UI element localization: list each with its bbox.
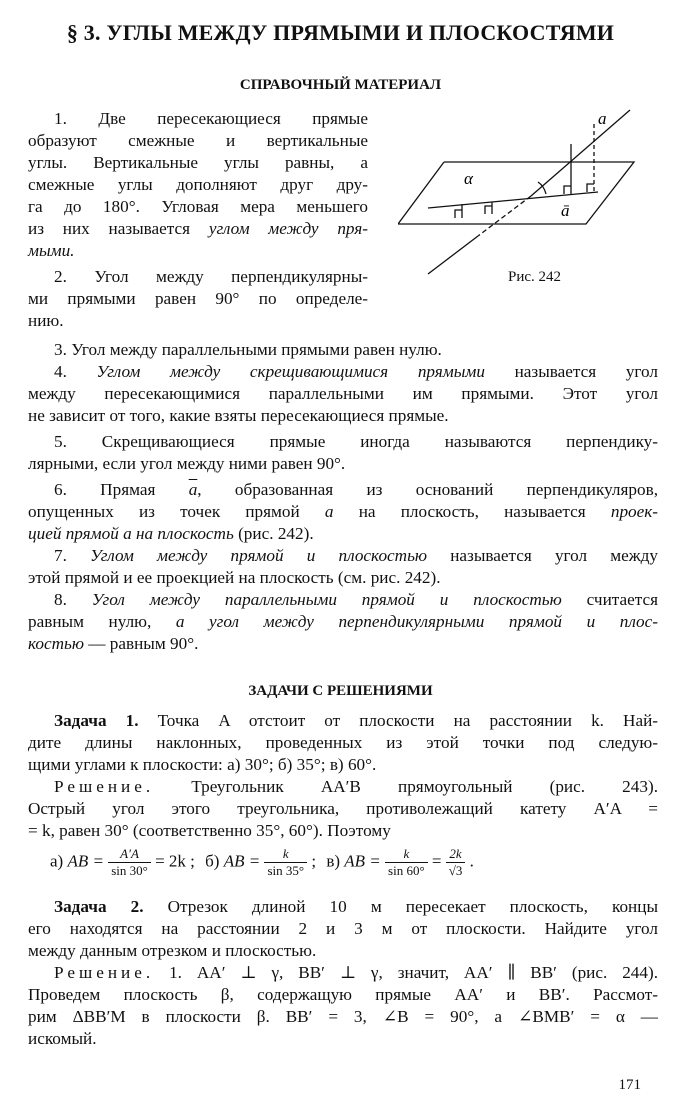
page-number: 171	[618, 1077, 641, 1093]
solution-word: Решение.	[54, 777, 155, 796]
text-line	[28, 523, 658, 545]
right-angle-mark	[455, 210, 462, 218]
defined-term: Углом между прямой и плоскостью	[90, 546, 428, 565]
item-3-text: 3. Угол между параллельными прямыми равен нулю.	[54, 340, 442, 359]
text-line: щими углами к плоскости: а) 30°; б) 35°; в) 60°.	[28, 755, 377, 774]
text-line: га до 180°. Угловая мера меньшего	[28, 197, 368, 216]
text-line: углы. Вертикальные углы равны, а	[28, 153, 368, 172]
formula-equals: =	[431, 851, 442, 871]
text-line	[28, 776, 658, 798]
text-line: 2. Угол между перпендикулярны-	[54, 267, 368, 286]
formula-rhs: = 2k ;	[155, 851, 195, 871]
formula-b	[205, 846, 316, 879]
text-line	[28, 633, 658, 655]
fraction-numerator: A′A	[108, 846, 151, 863]
text-fragment: на плоскость, называется	[358, 502, 586, 521]
line-a-upper	[531, 110, 630, 196]
defined-term: углом между пря-	[208, 219, 368, 238]
item-1-paragraph	[28, 108, 368, 262]
line-a-lower	[428, 236, 478, 274]
defined-term: цией прямой a на плоскость	[28, 524, 234, 543]
text-line: лярными, если угол между ними равен 90°.	[28, 454, 346, 473]
text-line: = k, равен 30° (соответственно 35°, 60°). Поэтому	[28, 821, 391, 840]
fraction	[446, 846, 466, 879]
text-fragment: называется угол между	[450, 546, 659, 565]
task-label: Задача 2.	[54, 897, 144, 916]
task-1	[28, 710, 658, 842]
text-fragment: называется угол	[514, 362, 658, 381]
formula-end: ;	[311, 851, 317, 871]
defined-term: Угол между параллельными прямой и плоскостью	[91, 590, 562, 609]
figure-caption: Рис. 242	[508, 269, 562, 285]
formula-lhs: AB =	[67, 851, 104, 871]
fraction-denominator: sin 35°	[267, 863, 305, 878]
solution-word: Решение.	[54, 963, 155, 982]
items-3-to-8	[28, 339, 658, 655]
text-line: между данным отрезком и плоскостью.	[28, 941, 317, 960]
formula-lhs: AB =	[344, 851, 381, 871]
text-fragment: из них называется	[28, 219, 191, 238]
label-a: a	[598, 109, 607, 128]
text-fragment: Точка A отстоит от плоскости на расстоянии k. Най-	[157, 711, 658, 730]
a-bar-symbol: $\overline{a}$	[188, 480, 198, 499]
fraction-numerator: k	[264, 846, 307, 863]
formula-label: а)	[50, 851, 64, 871]
text-line: 1. Две пересекающиеся прямые	[54, 109, 368, 128]
text-fragment: Треугольник AA′B прямоугольный (рис. 243).	[191, 777, 658, 796]
formula-label: в)	[326, 851, 341, 871]
text-fragment: считается	[586, 590, 659, 609]
text-line: его находятся на расстоянии 2 и 3 м от плоскости. Найдите угол	[28, 919, 658, 938]
defined-term: костью	[28, 634, 84, 653]
text-line: между пересекающимися параллельными им прямыми. Этот угол	[28, 384, 658, 403]
text-line: 5. Скрещивающиеся прямые иногда называются перпендику-	[54, 432, 658, 451]
text-line: образуют смежные и вертикальные	[28, 131, 368, 150]
formula-line	[50, 846, 650, 892]
text-line: искомый.	[28, 1029, 97, 1048]
text-line: ми прямыми равен 90° по определе-	[28, 289, 368, 308]
text-line	[28, 361, 658, 383]
text-line	[28, 710, 658, 732]
fraction	[385, 846, 428, 879]
item-number: 4.	[54, 362, 67, 381]
text-line	[28, 896, 658, 918]
text-line	[28, 589, 658, 611]
formula-end: .	[469, 851, 474, 871]
figure-242	[398, 104, 648, 284]
text-line	[28, 611, 658, 633]
item-number: 7.	[54, 546, 67, 565]
text-line	[28, 501, 658, 523]
defined-term: Углом между скрещивающимися прямыми	[96, 362, 485, 381]
formula-c	[326, 846, 474, 879]
formula-lhs: AB =	[223, 851, 261, 871]
text-fragment: (рис. 242).	[238, 524, 314, 543]
fraction-numerator: 2k	[446, 846, 466, 863]
text-fragment: — равным 90°.	[88, 634, 199, 653]
right-angle-mark	[564, 186, 571, 194]
fraction	[108, 846, 151, 879]
text-line	[28, 479, 658, 501]
text-line: дите длины наклонных, проведенных из этой точки под следую-	[28, 733, 658, 752]
line-a-projection	[428, 192, 598, 208]
text-line: Проведем плоскость β, содержащую прямые AA′ и BB′. Рассмот-	[28, 985, 658, 1004]
text-line	[28, 962, 658, 984]
defined-term: мыми.	[28, 241, 75, 260]
label-alpha: α	[464, 169, 473, 188]
task-label: Задача 1.	[54, 711, 139, 730]
text-line: этой прямой и ее проекцией на плоскость (см. рис. 242).	[28, 568, 441, 587]
defined-term: проек-	[610, 502, 659, 521]
fraction	[264, 846, 307, 879]
text-line: смежные углы дополняют друг дру-	[28, 175, 368, 194]
text-line	[28, 218, 368, 240]
fraction-numerator: k	[385, 846, 428, 863]
section-heading-reference: СПРАВОЧНЫЙ МАТЕРИАЛ	[239, 77, 442, 93]
task-2	[28, 896, 658, 1050]
text-line	[28, 545, 658, 567]
fraction-denominator: sin 30°	[111, 863, 148, 878]
text-fragment: Отрезок длиной 10 м пересекает плоскость, концы	[167, 897, 658, 916]
item-number: 8.	[54, 590, 67, 609]
label-a-bar: ā	[561, 201, 570, 220]
right-angle-mark	[587, 184, 594, 192]
page-title: § 3. УГЛЫ МЕЖДУ ПРЯМЫМИ И ПЛОСКОСТЯМИ	[66, 20, 615, 45]
variable: a	[324, 502, 334, 521]
defined-term: а угол между перпендикулярными прямой и плос-	[175, 612, 658, 631]
plane-alpha-outline	[398, 162, 634, 224]
section-heading-solutions: ЗАДАЧИ С РЕШЕНИЯМИ	[248, 683, 433, 699]
text-line: не зависит от того, какие взяты пересекающиеся прямые.	[28, 406, 449, 425]
figure-242-drawing	[398, 104, 648, 284]
text-line: Острый угол этого треугольника, противолежащий катету A′A =	[28, 799, 658, 818]
text-line: нию.	[28, 311, 64, 330]
formula-a	[50, 846, 195, 879]
fraction-denominator: √3	[448, 863, 463, 878]
text-fragment: 1. AA′ ⊥ γ, BB′ ⊥ γ, значит, AA′ ∥ BB′ (рис. 244).	[169, 963, 659, 982]
text-fragment: 6. Прямая	[54, 480, 156, 499]
text-line: рим ΔBB′M в плоскости β. BB′ = 3, ∠B = 90°, а ∠BMB′ = α —	[28, 1007, 658, 1026]
text-fragment: равным нулю,	[28, 612, 152, 631]
fraction-denominator: sin 60°	[388, 863, 425, 878]
formula-label: б)	[205, 851, 220, 871]
right-angle-mark	[485, 206, 492, 214]
text-fragment: опущенных из точек прямой	[28, 502, 300, 521]
text-fragment: , образованная из оснований перпендикуляров,	[197, 480, 658, 499]
item-2-paragraph	[28, 266, 368, 332]
